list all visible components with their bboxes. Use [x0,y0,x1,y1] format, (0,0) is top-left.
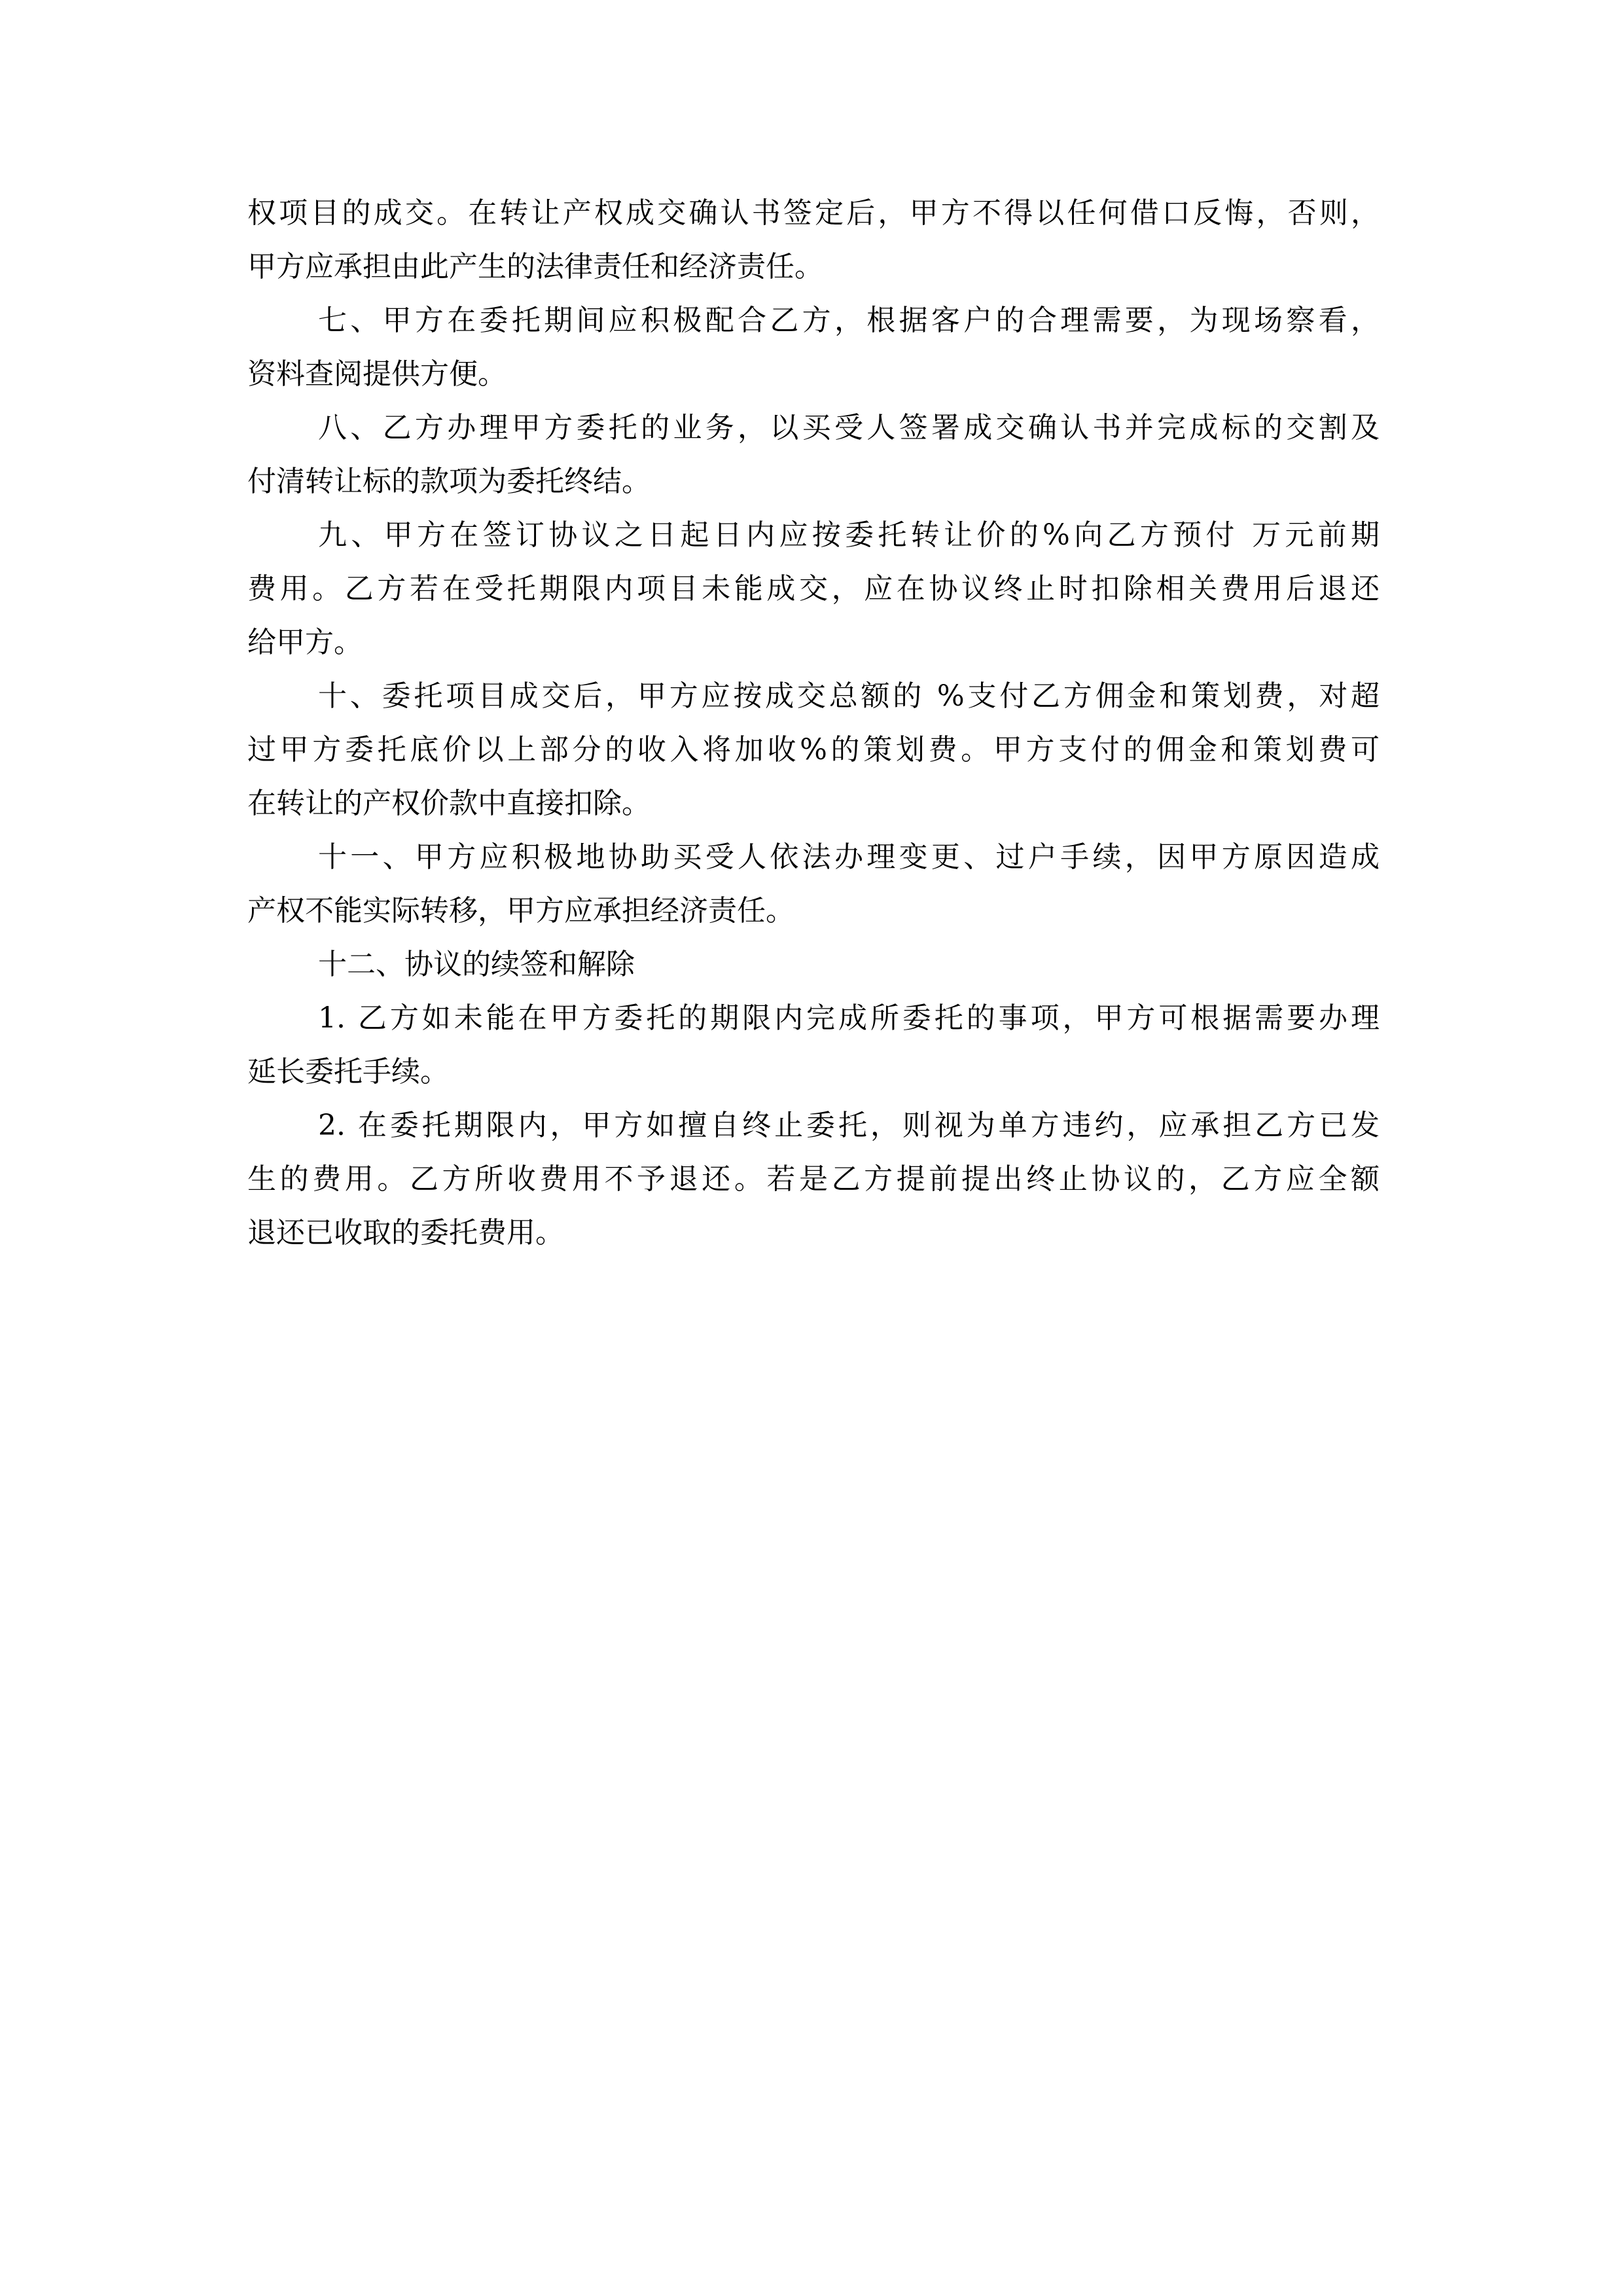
text-line: 费用。乙方若在受托期限内项目未能成交，应在协议终止时扣除相关费用后退还 [247,572,1380,605]
text-line: 甲方应承担由此产生的法律责任和经济责任。 [247,250,823,283]
text-line: 给甲方。 [247,626,363,659]
text-line: 生的费用。乙方所收费用不予退还。若是乙方提前提出终止协议的，乙方应全额 [247,1162,1380,1196]
text-line: 退还已收取的委托费用。 [247,1216,564,1249]
text-line: 过甲方委托底价以上部分的收入将加收%的策划费。甲方支付的佣金和策划费可 [247,733,1380,766]
clause-12-item-2 [247,1109,1380,1250]
text-line: 2. 在委托期限内，甲方如擅自终止委托，则视为单方违约，应承担乙方已发 [318,1109,1380,1142]
clause-12-heading [247,948,1380,982]
clause-10 [247,679,1380,821]
text-line: 九、甲方在签订协议之日起日内应按委托转让价的%向乙方预付 万元前期 [318,518,1380,552]
text-line: 十二、协议的续签和解除 [318,948,635,981]
clause-8 [247,411,1380,499]
text-line: 1. 乙方如未能在甲方委托的期限内完成所委托的事项，甲方可根据需要办理 [318,1001,1380,1035]
text-line: 在转让的产权价款中直接扣除。 [247,787,651,820]
text-line: 付清转让标的款项为委托终结。 [247,465,651,498]
text-line: 权项目的成交。在转让产权成交确认书签定后，甲方不得以任何借口反悔，否则， [247,196,1380,230]
clause-12-item-1 [247,1001,1380,1089]
text-line: 延长委托手续。 [247,1055,449,1088]
text-line: 八、乙方办理甲方委托的业务，以买受人签署成交确认书并完成标的交割及 [318,411,1380,444]
text-line: 十一、甲方应积极地协助买受人依法办理变更、过户手续，因甲方原因造成 [318,840,1380,874]
document-body [247,196,1380,1270]
text-line: 七、甲方在委托期间应积极配合乙方，根据客户的合理需要，为现场察看， [318,304,1380,337]
clause-9 [247,518,1380,660]
clause-11 [247,840,1380,928]
text-line: 资料查阅提供方便。 [247,357,507,391]
text-line: 产权不能实际转移，甲方应承担经济责任。 [247,894,794,927]
paragraph-continuation [247,196,1380,284]
clause-7 [247,304,1380,391]
text-line: 十、委托项目成交后，甲方应按成交总额的 %支付乙方佣金和策划费，对超 [318,679,1380,713]
